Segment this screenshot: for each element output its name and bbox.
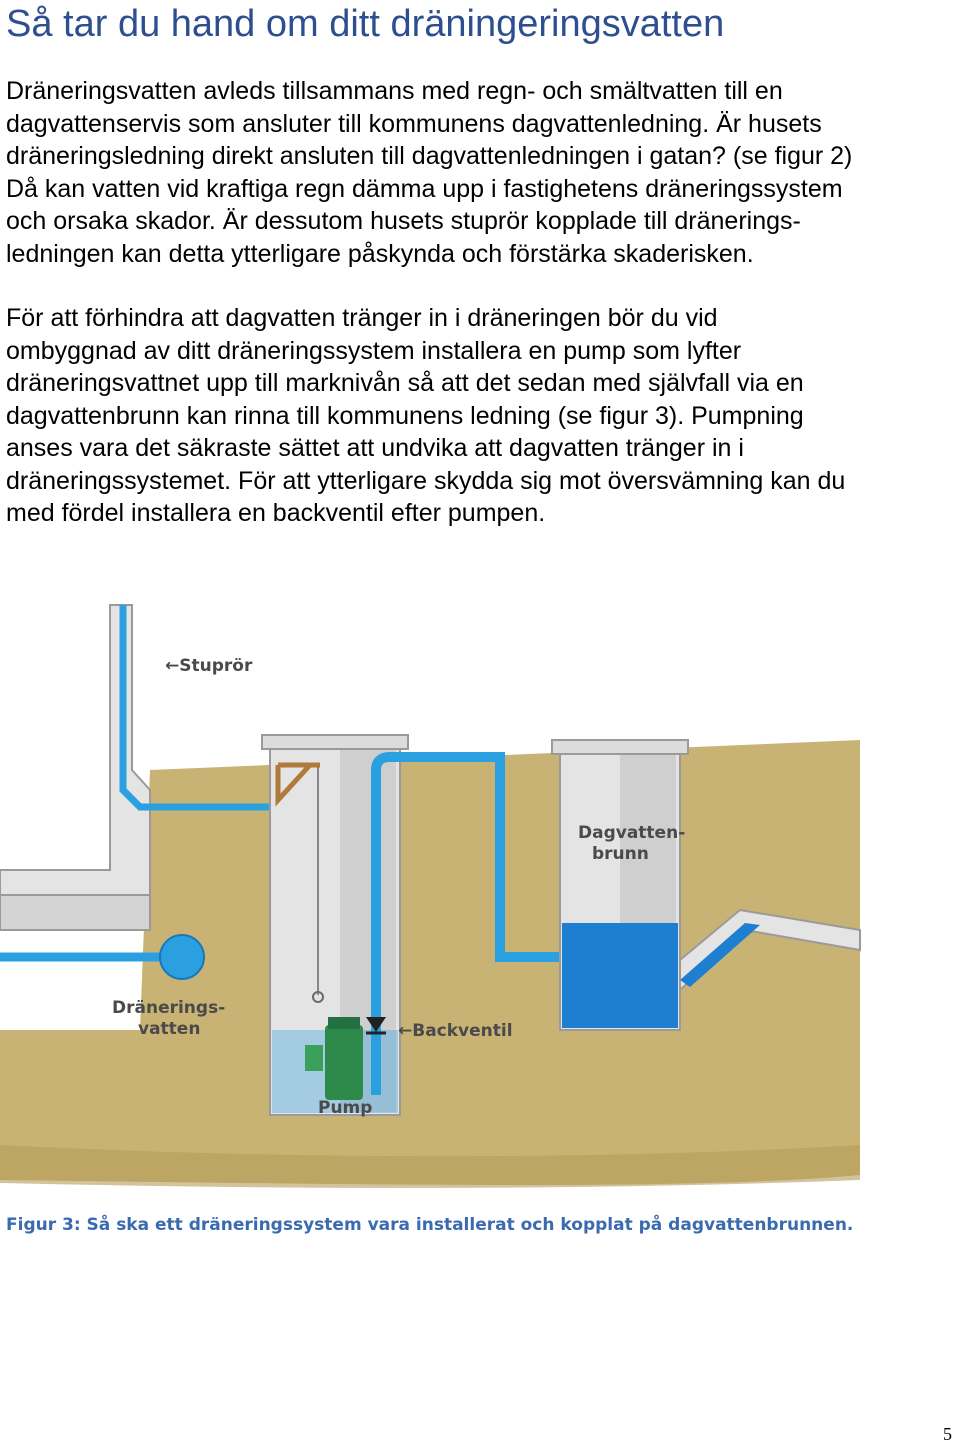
paragraph-line: dräneringssystemet. För att ytterligare skydda sig mot översvämning kan du — [6, 466, 846, 495]
pump-well-lid — [262, 735, 408, 749]
paragraph-line: ledningen kan detta ytterligare påskynda och förstärka skaderisken. — [6, 239, 754, 268]
page-number: 5 — [943, 1424, 952, 1444]
house-foundation — [0, 605, 150, 895]
dagvattenbrunn-lid — [552, 740, 688, 754]
pump-float — [305, 1045, 323, 1071]
label-stupror: ←Stuprör — [165, 656, 253, 676]
label-dagvattenbrunn-2: brunn — [592, 844, 649, 864]
paragraph-line: dräneringsledning direkt ansluten till dagvattenledningen i gatan? (se figur 2) — [6, 142, 853, 170]
label-pump: Pump — [318, 1098, 373, 1118]
paragraph-line: anses vara det säkraste sättet att undvika att dagvatten tränger in i — [6, 434, 744, 462]
house-footing — [0, 895, 150, 930]
paragraph-line: och orsaka skador. Är dessutom husets stuprör kopplade till dränerings- — [6, 207, 801, 235]
paragraph-line: dagvattenbrunn kan rinna till kommunens ledning (se figur 3). Pumpning — [6, 401, 804, 430]
paragraph-line: dagvattenservis som ansluter till kommunens dagvattenledning. Är husets — [6, 109, 822, 138]
label-dagvattenbrunn-1: Dagvatten- — [578, 823, 686, 843]
drainage-figure — [0, 585, 870, 1195]
drainage-pipe-end — [160, 935, 204, 979]
label-dranering-2: vatten — [138, 1019, 201, 1039]
paragraph-1 — [6, 75, 956, 270]
label-backventil: ←Backventil — [398, 1021, 513, 1041]
paragraph-line: ombyggnad av ditt dräneringssystem installera en pump som lyfter — [6, 336, 742, 365]
paragraph-2 — [6, 302, 956, 530]
paragraph-line: Dräneringsvatten avleds tillsammans med regn- och smältvatten till en — [6, 77, 783, 105]
pump-body — [325, 1025, 363, 1100]
page-title: Så tar du hand om ditt dräningeringsvatten — [6, 3, 725, 45]
label-dranering-1: Dränerings- — [112, 998, 226, 1018]
drainage-diagram — [0, 585, 870, 1195]
pump-cap — [328, 1017, 360, 1029]
figure-caption: Figur 3: Så ska ett dräneringssystem vara installerat och kopplat på dagvattenbrunnen. — [6, 1215, 854, 1235]
paragraph-line: För att förhindra att dagvatten tränger in i dräneringen bör du vid — [6, 304, 718, 332]
paragraph-line: dräneringsvattnet upp till marknivån så att det sedan med självfall via en — [6, 369, 804, 397]
paragraph-line: Då kan vatten vid kraftiga regn dämma upp i fastighetens dräneringssystem — [6, 174, 843, 203]
dagvattenbrunn-water — [562, 923, 678, 1028]
paragraph-line: med fördel installera en backventil efter pumpen. — [6, 499, 546, 527]
